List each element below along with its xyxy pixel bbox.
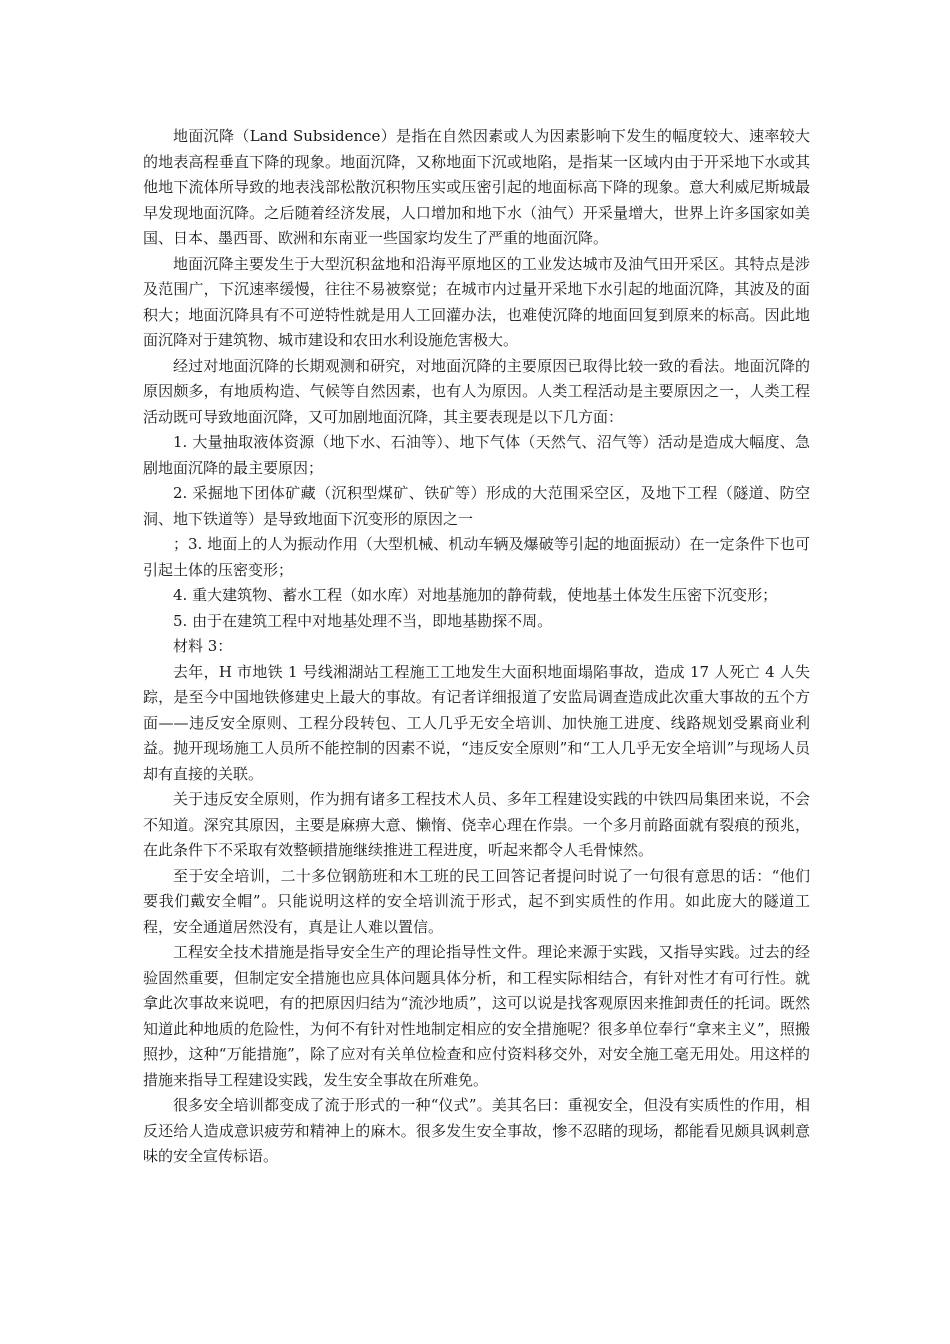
list-item-cause-1: 1. 大量抽取液体资源（地下水、石油等）、地下气体（天然气、沼气等）活动是造成大幅度、急剧地面沉降的最主要原因；	[143, 433, 810, 477]
paragraph-distribution: 地面沉降主要发生于大型沉积盆地和沿海平原地区的工业发达城市及油气田开采区。其特点是涉及范围广，下沉速率缓慢，往往不易被察觉；在城市内过量开采地下水引起的地面沉降，其波及的面积大；地面沉降具有不可逆特性就是用人工回灌办法，也难使沉降的地面回复到原来的标高。因此地面沉降对于建筑物、城市建设和农田水利设施危害极大。	[143, 254, 810, 349]
list-item-cause-4: 4. 重大建筑物、蓄水工程（如水库）对地基施加的静荷载，使地基土体发生压密下沉变形；	[173, 586, 778, 604]
material-heading: 材料 3：	[173, 637, 233, 655]
paragraph-accident: 去年，H 市地铁 1 号线湘湖站工程施工工地发生大面积地面塌陷事故，造成 17 人死亡 4 人失踪，是至今中国地铁修建史上最大的事故。有记者详细报道了安监局调查造成此次重大事故的五个方面——违反安全原则、工程分段转包、工人几乎无安全培训、加快施工进度、线路规划受累商业利益。抛开现场施工人员所不能控制的因素不说，“违反安全原则”和“工人几乎无安全培训”与现场人员却有直接的关联。	[143, 662, 810, 783]
paragraph-technical-measures: 工程安全技术措施是指导安全生产的理论指导性文件。理论来源于实践，又指导实践。过去的经验固然重要，但制定安全措施也应具体问题具体分析，和工程实际相结合，有针对性才有可行性。就拿此次事故来说吧，有的把原因归结为“流沙地质”，这可以说是找客观原因来推卸责任的托词。既然知道此种地质的危险性，为何不有针对性地制定相应的安全措施呢？很多单位奉行“拿来主义”，照搬照抄，这种“万能措施”，除了应对有关单位检查和应付资料移交外，对安全施工毫无用处。用这样的措施来指导工程建设实践，发生安全事故在所难免。	[143, 943, 810, 1089]
list-item-cause-2: 2. 采掘地下团体矿藏（沉积型煤矿、铁矿等）形成的大范围采空区，及地下工程（隧道、防空洞、地下铁道等）是导致地面下沉变形的原因之一	[143, 484, 810, 528]
paragraph-safety-training: 至于安全培训，二十多位钢筋班和木工班的民工回答记者提问时说了一句很有意思的话：“他们要我们戴安全帽”。只能说明这样的安全培训流于形式，起不到实质性的作用。如此庞大的隧道工程，安全通道居然没有，真是让人难以置信。	[143, 866, 810, 936]
list-item-cause-3: ；3. 地面上的人为振动作用（大型机械、机动车辆及爆破等引起的地面振动）在一定条件下也可引起土体的压密变形；	[143, 535, 810, 579]
paragraph-training-ritual: 很多安全培训都变成了流于形式的一种“仪式”。美其名曰：重视安全，但没有实质性的作用，相反还给人造成意识疲劳和精神上的麻木。很多发生安全事故，惨不忍睹的现场，都能看见颇具讽刺意味的安全宣传标语。	[143, 1096, 810, 1165]
paragraph-safety-principle: 关于违反安全原则，作为拥有诸多工程技术人员、多年工程建设实践的中铁四局集团来说，不会不知道。深究其原因，主要是麻痹大意、懒惰、侥幸心理在作祟。一个多月前路面就有裂痕的预兆，在此条件下不采取有效整顿措施继续推进工程进度，听起来都令人毛骨悚然。	[143, 790, 810, 859]
document-page	[143, 124, 810, 1170]
paragraph-causes-intro: 经过对地面沉降的长期观测和研究，对地面沉降的主要原因已取得比较一致的看法。地面沉降的原因颇多，有地质构造、气候等自然因素，也有人为原因。人类工程活动是主要原因之一，人类工程活动既可导致地面沉降，又可加剧地面沉降，其主要表现是以下几方面：	[143, 356, 810, 426]
paragraph-definition: 地面沉降（Land Subsidence）是指在自然因素或人为因素影响下发生的幅度较大、速率较大的地表高程垂直下降的现象。地面沉降，又称地面下沉或地陷，是指某一区域内由于开采地下水或其他地下流体所导致的地表浅部松散沉积物压实或压密引起的地面标高下降的现象。意大利威尼斯城最早发现地面沉降。之后随着经济发展，人口增加和地下水（油气）开采量增大，世界上许多国家如美国、日本、墨西哥、欧洲和东南亚一些国家均发生了严重的地面沉降。	[143, 127, 810, 247]
list-item-cause-5: 5. 由于在建筑工程中对地基处理不当，即地基勘探不周。	[173, 611, 553, 630]
